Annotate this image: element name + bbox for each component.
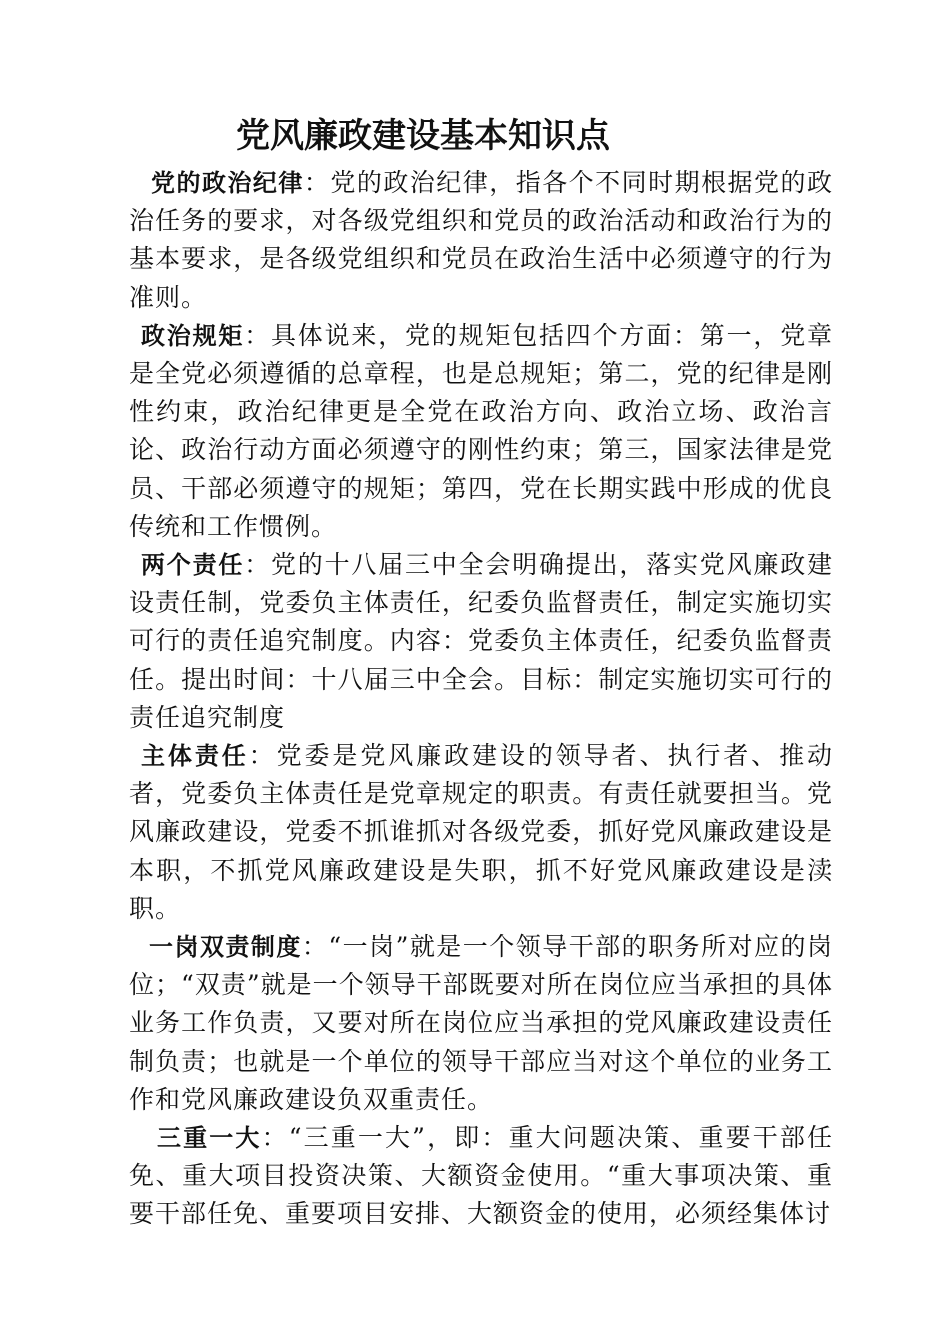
term-one-post-two-duties: 一岗双责制度: [149, 933, 302, 962]
paragraph-political-discipline: [129, 164, 833, 317]
definition-three-important-one-large: ：“三重一大”，即：重大问题决策、重要干部任免、重大项目投资决策、大额资金使用。“重大事项决策、重要干部任免、重要项目安排、大额资金的使用，必须经集体讨: [129, 1123, 834, 1229]
document-body: [129, 164, 833, 1234]
paragraph-two-responsibilities: [129, 546, 833, 737]
term-political-discipline: 党的政治纪律: [151, 169, 304, 197]
paragraph-one-post-two-duties: [129, 928, 833, 1119]
term-primary-responsibility: 主体责任: [141, 742, 249, 771]
definition-one-post-two-duties: ：“一岗”就是一个领导干部的职务所对应的岗位；“双责”就是一个领导干部既要对所在岗位应当承担的具体业务工作负责，又要对所在岗位应当承担的党风廉政建设责任制负责；也就是一个单位的领导干部应当对这个单位的业务工作和党风廉政建设负双重责任。: [129, 932, 833, 1114]
definition-primary-responsibility: ：党委是党风廉政建设的领导者、执行者、推动者，党委负主体责任是党章规定的职责。有责任就要担当。党风廉政建设，党委不抓谁抓对各级党委，抓好党风廉政建设是本职，不抓党风廉政建设是失职，抓不好党风廉政建设是渎职。: [129, 741, 833, 923]
paragraph-political-rules: [129, 317, 833, 546]
paragraph-three-important-one-large: [129, 1119, 833, 1234]
definition-two-responsibilities: ：党的十八届三中全会明确提出，落实党风廉政建设责任制，党委负主体责任，纪委负监督责任，制定实施切实可行的责任追究制度。内容：党委负主体责任，纪委负监督责任。提出时间：十八届三中全会。目标：制定实施切实可行的责任追究制度: [129, 550, 833, 732]
definition-political-discipline: ：党的政治纪律，指各个不同时期根据党的政治任务的要求，对各级党组织和党员的政治活动和政治行为的基本要求，是各级党组织和党员在政治生活中必须遵守的行为准则。: [129, 168, 834, 312]
term-three-important-one-large: 三重一大: [157, 1124, 262, 1153]
document-title: 党风廉政建设基本知识点: [236, 116, 610, 156]
term-political-rules: 政治规矩: [141, 321, 245, 350]
definition-political-rules: ：具体说来，党的规矩包括四个方面：第一，党章是全党必须遵循的总章程，也是总规矩；第二，党的纪律是刚性约束，政治纪律更是全党在政治方向、政治立场、政治言论、政治行动方面必须遵守的刚性约束；第三，国家法律是党员、干部必须遵守的规矩；第四，党在长期实践中形成的优良传统和工作惯例。: [129, 320, 833, 541]
term-two-responsibilities: 两个责任: [141, 551, 245, 580]
paragraph-primary-responsibility: [129, 737, 833, 928]
